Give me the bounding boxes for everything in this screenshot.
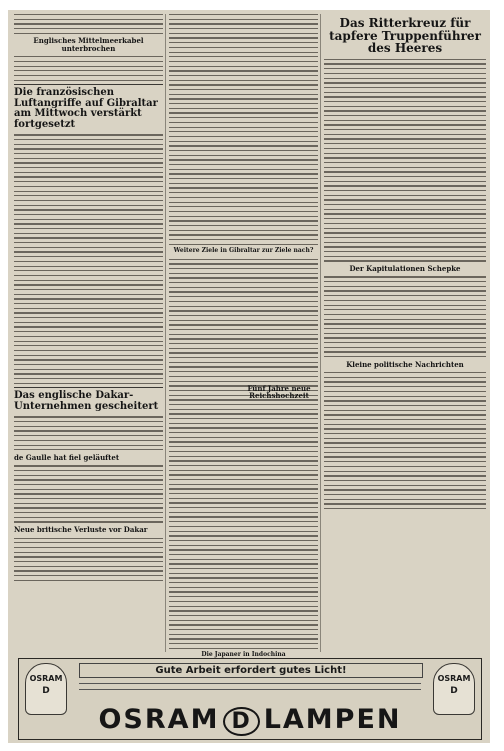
osram-advertisement [18,658,482,740]
headline: Englisches Mittelmeerkabel unterbrochen [33,36,144,53]
headline: Das englische Dakar-Unternehmen gescheitert [14,390,159,412]
article-body [14,14,163,34]
column-divider [165,14,166,652]
headline: Die französischen Luftangriffe auf Gibraltar am Mittwoch verstärkt fortgesetzt [14,87,158,130]
column-divider [320,14,321,652]
headline: Weitere Ziele in Gibraltar zur Ziele nach? [173,247,314,255]
headline: Die Japaner in Indochina [201,651,286,659]
section-header-block [234,382,324,404]
lightbulb-icon: OSRAM D [433,663,475,715]
headline: Kleine politische Nachrichten [346,359,464,369]
lightbulb-icon: OSRAM D [25,663,67,715]
article-body [169,259,318,649]
article-body [324,59,486,262]
column-1 [14,14,163,652]
ad-text-line [79,683,421,684]
headline: Fünf Jahre neue Reichshochzeit [247,384,311,401]
newspaper-page [8,10,490,743]
headline: Der Kapitulationen Schepke [349,264,461,274]
column-3 [324,14,486,652]
article-body [14,538,163,581]
ad-brand: OSRAM D LAMPEN [98,704,402,735]
article-body [14,416,163,450]
headline: Neue britische Verluste vor Dakar [14,525,148,535]
article-body [14,56,163,81]
article-body [169,14,318,245]
ad-slogan: Gute Arbeit erfordert gutes Licht! [79,663,423,678]
article-body [14,465,163,523]
ad-text-line [79,689,421,690]
article-body [14,134,163,384]
column-2 [169,14,318,659]
headline: de Gaulle hat fiel geläuftet [14,452,120,462]
article-body [324,372,486,509]
article-body [324,276,486,357]
headline: Das Ritterkreuz für tapfere Truppenführer des Heeres [329,16,481,56]
